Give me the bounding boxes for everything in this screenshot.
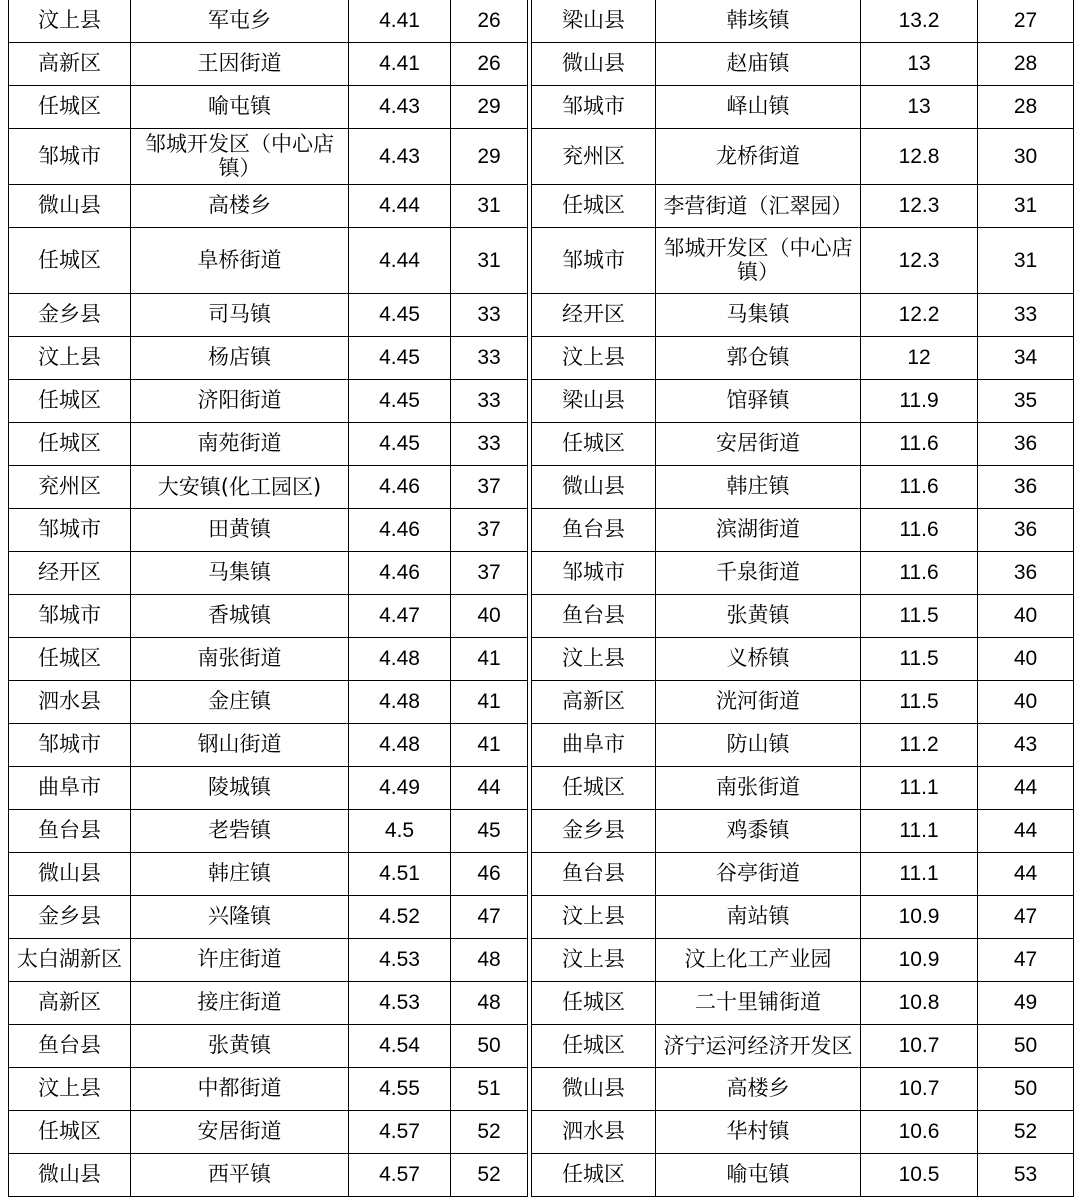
town-cell: 李营街道（汇翠园） bbox=[656, 184, 861, 227]
table-row bbox=[532, 227, 1074, 293]
rank-cell: 50 bbox=[978, 1067, 1074, 1110]
table-row bbox=[9, 852, 528, 895]
rank-cell: 34 bbox=[978, 336, 1074, 379]
value-cell: 11.5 bbox=[861, 680, 978, 723]
rank-cell: 46 bbox=[451, 852, 528, 895]
district-cell: 兖州区 bbox=[532, 128, 656, 184]
value-cell: 4.57 bbox=[349, 1110, 451, 1153]
rank-cell: 41 bbox=[451, 680, 528, 723]
town-cell: 马集镇 bbox=[131, 551, 349, 594]
table-row bbox=[532, 766, 1074, 809]
town-cell: 郭仓镇 bbox=[656, 336, 861, 379]
town-cell: 老砦镇 bbox=[131, 809, 349, 852]
table-row bbox=[9, 1110, 528, 1153]
rank-cell: 36 bbox=[978, 551, 1074, 594]
district-cell: 鱼台县 bbox=[532, 508, 656, 551]
district-cell: 鱼台县 bbox=[532, 594, 656, 637]
town-cell: 邹城开发区（中心店镇） bbox=[656, 227, 861, 293]
town-cell: 济宁运河经济开发区 bbox=[656, 1024, 861, 1067]
value-cell: 4.52 bbox=[349, 895, 451, 938]
rank-cell: 40 bbox=[978, 637, 1074, 680]
value-cell: 12.2 bbox=[861, 293, 978, 336]
table-row bbox=[9, 637, 528, 680]
district-cell: 金乡县 bbox=[9, 293, 131, 336]
district-cell: 微山县 bbox=[532, 42, 656, 85]
town-cell: 千泉街道 bbox=[656, 551, 861, 594]
rank-cell: 29 bbox=[451, 128, 528, 184]
value-cell: 11.1 bbox=[861, 852, 978, 895]
value-cell: 11.6 bbox=[861, 465, 978, 508]
table-row bbox=[9, 227, 528, 293]
table-row bbox=[9, 723, 528, 766]
table-row bbox=[9, 895, 528, 938]
district-cell: 任城区 bbox=[532, 422, 656, 465]
town-cell: 杨店镇 bbox=[131, 336, 349, 379]
district-cell: 微山县 bbox=[9, 1153, 131, 1196]
value-cell: 11.6 bbox=[861, 551, 978, 594]
value-cell: 11.6 bbox=[861, 508, 978, 551]
town-cell: 王因街道 bbox=[131, 42, 349, 85]
value-cell: 12.3 bbox=[861, 227, 978, 293]
value-cell: 4.48 bbox=[349, 680, 451, 723]
town-cell: 钢山街道 bbox=[131, 723, 349, 766]
value-cell: 10.9 bbox=[861, 895, 978, 938]
town-cell: 中都街道 bbox=[131, 1067, 349, 1110]
table-row bbox=[9, 85, 528, 128]
district-cell: 高新区 bbox=[9, 42, 131, 85]
rank-cell: 33 bbox=[451, 379, 528, 422]
district-cell: 汶上县 bbox=[532, 895, 656, 938]
rank-cell: 26 bbox=[451, 42, 528, 85]
district-cell: 鱼台县 bbox=[9, 809, 131, 852]
district-cell: 泗水县 bbox=[9, 680, 131, 723]
value-cell: 4.46 bbox=[349, 465, 451, 508]
table-row bbox=[9, 680, 528, 723]
district-cell: 任城区 bbox=[532, 766, 656, 809]
town-cell: 南张街道 bbox=[131, 637, 349, 680]
town-cell: 峄山镇 bbox=[656, 85, 861, 128]
district-cell: 高新区 bbox=[532, 680, 656, 723]
value-cell: 4.55 bbox=[349, 1067, 451, 1110]
rank-cell: 40 bbox=[978, 680, 1074, 723]
town-cell: 鸡黍镇 bbox=[656, 809, 861, 852]
table-row bbox=[532, 594, 1074, 637]
rank-cell: 30 bbox=[978, 128, 1074, 184]
town-cell: 汶上化工产业园 bbox=[656, 938, 861, 981]
value-cell: 12 bbox=[861, 336, 978, 379]
table-row bbox=[9, 1024, 528, 1067]
value-cell: 13 bbox=[861, 42, 978, 85]
table-row bbox=[9, 594, 528, 637]
value-cell: 4.49 bbox=[349, 766, 451, 809]
town-cell: 张黄镇 bbox=[656, 594, 861, 637]
rank-cell: 52 bbox=[451, 1153, 528, 1196]
town-cell: 马集镇 bbox=[656, 293, 861, 336]
value-cell: 10.7 bbox=[861, 1067, 978, 1110]
rank-cell: 37 bbox=[451, 465, 528, 508]
district-cell: 汶上县 bbox=[9, 1067, 131, 1110]
district-cell: 汶上县 bbox=[532, 336, 656, 379]
town-cell: 安居街道 bbox=[131, 1110, 349, 1153]
rank-cell: 52 bbox=[978, 1110, 1074, 1153]
value-cell: 12.3 bbox=[861, 184, 978, 227]
town-cell: 司马镇 bbox=[131, 293, 349, 336]
town-cell: 防山镇 bbox=[656, 723, 861, 766]
town-cell: 龙桥街道 bbox=[656, 128, 861, 184]
rank-cell: 50 bbox=[451, 1024, 528, 1067]
table-row bbox=[532, 1067, 1074, 1110]
table-row bbox=[532, 184, 1074, 227]
table-row bbox=[532, 852, 1074, 895]
town-cell: 洸河街道 bbox=[656, 680, 861, 723]
district-cell: 汶上县 bbox=[9, 0, 131, 42]
table-row bbox=[9, 184, 528, 227]
table-row bbox=[532, 0, 1074, 42]
district-cell: 微山县 bbox=[9, 852, 131, 895]
town-cell: 张黄镇 bbox=[131, 1024, 349, 1067]
town-cell: 军屯乡 bbox=[131, 0, 349, 42]
district-cell: 任城区 bbox=[532, 1024, 656, 1067]
town-cell: 兴隆镇 bbox=[131, 895, 349, 938]
left-ranking-table bbox=[8, 0, 528, 1197]
table-row bbox=[9, 293, 528, 336]
rank-cell: 43 bbox=[978, 723, 1074, 766]
table-row bbox=[532, 508, 1074, 551]
district-cell: 金乡县 bbox=[9, 895, 131, 938]
rank-cell: 50 bbox=[978, 1024, 1074, 1067]
table-row bbox=[532, 465, 1074, 508]
table-row bbox=[9, 938, 528, 981]
value-cell: 10.5 bbox=[861, 1153, 978, 1196]
rank-cell: 44 bbox=[451, 766, 528, 809]
district-cell: 梁山县 bbox=[532, 379, 656, 422]
town-cell: 邹城开发区（中心店镇） bbox=[131, 128, 349, 184]
table-row bbox=[532, 551, 1074, 594]
table-row bbox=[532, 895, 1074, 938]
table-row bbox=[9, 422, 528, 465]
value-cell: 4.41 bbox=[349, 42, 451, 85]
district-cell: 高新区 bbox=[9, 981, 131, 1024]
town-cell: 喻屯镇 bbox=[656, 1153, 861, 1196]
value-cell: 4.54 bbox=[349, 1024, 451, 1067]
town-cell: 义桥镇 bbox=[656, 637, 861, 680]
value-cell: 4.57 bbox=[349, 1153, 451, 1196]
town-cell: 接庄街道 bbox=[131, 981, 349, 1024]
value-cell: 10.9 bbox=[861, 938, 978, 981]
rank-cell: 31 bbox=[978, 227, 1074, 293]
district-cell: 邹城市 bbox=[9, 594, 131, 637]
town-cell: 香城镇 bbox=[131, 594, 349, 637]
rank-cell: 31 bbox=[978, 184, 1074, 227]
town-cell: 西平镇 bbox=[131, 1153, 349, 1196]
rank-cell: 40 bbox=[451, 594, 528, 637]
value-cell: 4.48 bbox=[349, 723, 451, 766]
rank-cell: 33 bbox=[978, 293, 1074, 336]
district-cell: 任城区 bbox=[532, 1153, 656, 1196]
town-cell: 喻屯镇 bbox=[131, 85, 349, 128]
value-cell: 4.51 bbox=[349, 852, 451, 895]
district-cell: 曲阜市 bbox=[9, 766, 131, 809]
value-cell: 4.46 bbox=[349, 508, 451, 551]
value-cell: 4.53 bbox=[349, 981, 451, 1024]
table-row bbox=[9, 128, 528, 184]
table-row bbox=[532, 1153, 1074, 1196]
table-row bbox=[532, 680, 1074, 723]
district-cell: 任城区 bbox=[9, 227, 131, 293]
table-row bbox=[532, 637, 1074, 680]
rank-cell: 44 bbox=[978, 766, 1074, 809]
district-cell: 经开区 bbox=[9, 551, 131, 594]
value-cell: 4.43 bbox=[349, 85, 451, 128]
value-cell: 4.41 bbox=[349, 0, 451, 42]
value-cell: 10.6 bbox=[861, 1110, 978, 1153]
district-cell: 微山县 bbox=[532, 465, 656, 508]
town-cell: 韩垓镇 bbox=[656, 0, 861, 42]
rank-cell: 37 bbox=[451, 508, 528, 551]
rank-cell: 48 bbox=[451, 981, 528, 1024]
rank-cell: 47 bbox=[451, 895, 528, 938]
value-cell: 11.6 bbox=[861, 422, 978, 465]
district-cell: 太白湖新区 bbox=[9, 938, 131, 981]
town-cell: 阜桥街道 bbox=[131, 227, 349, 293]
town-cell: 南张街道 bbox=[656, 766, 861, 809]
table-row bbox=[9, 981, 528, 1024]
table-row bbox=[532, 1024, 1074, 1067]
district-cell: 汶上县 bbox=[9, 336, 131, 379]
district-cell: 邹城市 bbox=[532, 551, 656, 594]
district-cell: 金乡县 bbox=[532, 809, 656, 852]
rank-cell: 36 bbox=[978, 422, 1074, 465]
rank-cell: 41 bbox=[451, 637, 528, 680]
district-cell: 兖州区 bbox=[9, 465, 131, 508]
value-cell: 11.5 bbox=[861, 637, 978, 680]
rank-cell: 27 bbox=[978, 0, 1074, 42]
rank-cell: 29 bbox=[451, 85, 528, 128]
district-cell: 梁山县 bbox=[532, 0, 656, 42]
rank-cell: 40 bbox=[978, 594, 1074, 637]
table-row bbox=[9, 766, 528, 809]
rank-cell: 51 bbox=[451, 1067, 528, 1110]
table-row bbox=[532, 85, 1074, 128]
rank-cell: 49 bbox=[978, 981, 1074, 1024]
town-cell: 赵庙镇 bbox=[656, 42, 861, 85]
rank-cell: 52 bbox=[451, 1110, 528, 1153]
rank-cell: 28 bbox=[978, 85, 1074, 128]
district-cell: 邹城市 bbox=[9, 128, 131, 184]
district-cell: 任城区 bbox=[9, 379, 131, 422]
rank-cell: 53 bbox=[978, 1153, 1074, 1196]
town-cell: 韩庄镇 bbox=[131, 852, 349, 895]
table-row bbox=[532, 379, 1074, 422]
rank-cell: 28 bbox=[978, 42, 1074, 85]
rank-cell: 44 bbox=[978, 809, 1074, 852]
table-row bbox=[9, 379, 528, 422]
rank-cell: 36 bbox=[978, 465, 1074, 508]
table-row bbox=[9, 551, 528, 594]
district-cell: 汶上县 bbox=[532, 637, 656, 680]
town-cell: 陵城镇 bbox=[131, 766, 349, 809]
table-row bbox=[9, 336, 528, 379]
rank-cell: 37 bbox=[451, 551, 528, 594]
rank-cell: 31 bbox=[451, 227, 528, 293]
town-cell: 许庄街道 bbox=[131, 938, 349, 981]
value-cell: 4.47 bbox=[349, 594, 451, 637]
table-row bbox=[9, 0, 528, 42]
town-cell: 馆驿镇 bbox=[656, 379, 861, 422]
town-cell: 二十里铺街道 bbox=[656, 981, 861, 1024]
table-row bbox=[532, 809, 1074, 852]
value-cell: 4.43 bbox=[349, 128, 451, 184]
table-row bbox=[9, 465, 528, 508]
value-cell: 4.45 bbox=[349, 293, 451, 336]
rank-cell: 44 bbox=[978, 852, 1074, 895]
district-cell: 任城区 bbox=[9, 422, 131, 465]
table-row bbox=[532, 42, 1074, 85]
town-cell: 滨湖街道 bbox=[656, 508, 861, 551]
table-row bbox=[532, 293, 1074, 336]
rank-cell: 31 bbox=[451, 184, 528, 227]
district-cell: 邹城市 bbox=[9, 508, 131, 551]
rank-cell: 35 bbox=[978, 379, 1074, 422]
rank-cell: 47 bbox=[978, 895, 1074, 938]
right-ranking-table bbox=[531, 0, 1074, 1197]
district-cell: 邹城市 bbox=[532, 85, 656, 128]
town-cell: 高楼乡 bbox=[131, 184, 349, 227]
value-cell: 4.5 bbox=[349, 809, 451, 852]
rank-cell: 33 bbox=[451, 336, 528, 379]
district-cell: 汶上县 bbox=[532, 938, 656, 981]
rank-cell: 45 bbox=[451, 809, 528, 852]
district-cell: 经开区 bbox=[532, 293, 656, 336]
district-cell: 邹城市 bbox=[9, 723, 131, 766]
district-cell: 任城区 bbox=[9, 85, 131, 128]
table-row bbox=[532, 336, 1074, 379]
district-cell: 邹城市 bbox=[532, 227, 656, 293]
district-cell: 任城区 bbox=[9, 1110, 131, 1153]
town-cell: 高楼乡 bbox=[656, 1067, 861, 1110]
district-cell: 任城区 bbox=[532, 981, 656, 1024]
rank-cell: 33 bbox=[451, 293, 528, 336]
town-cell: 谷亭街道 bbox=[656, 852, 861, 895]
town-cell: 南苑街道 bbox=[131, 422, 349, 465]
value-cell: 11.9 bbox=[861, 379, 978, 422]
value-cell: 12.8 bbox=[861, 128, 978, 184]
district-cell: 微山县 bbox=[532, 1067, 656, 1110]
value-cell: 4.44 bbox=[349, 227, 451, 293]
town-cell: 华村镇 bbox=[656, 1110, 861, 1153]
district-cell: 泗水县 bbox=[532, 1110, 656, 1153]
value-cell: 11.1 bbox=[861, 809, 978, 852]
value-cell: 10.7 bbox=[861, 1024, 978, 1067]
value-cell: 4.48 bbox=[349, 637, 451, 680]
town-cell: 安居街道 bbox=[656, 422, 861, 465]
left-table-body bbox=[9, 0, 528, 1196]
value-cell: 4.45 bbox=[349, 336, 451, 379]
town-cell: 济阳街道 bbox=[131, 379, 349, 422]
table-row bbox=[9, 809, 528, 852]
table-row bbox=[532, 422, 1074, 465]
town-cell: 韩庄镇 bbox=[656, 465, 861, 508]
rank-cell: 48 bbox=[451, 938, 528, 981]
value-cell: 11.5 bbox=[861, 594, 978, 637]
town-cell: 金庄镇 bbox=[131, 680, 349, 723]
town-cell: 南站镇 bbox=[656, 895, 861, 938]
value-cell: 11.2 bbox=[861, 723, 978, 766]
value-cell: 4.53 bbox=[349, 938, 451, 981]
town-cell: 大安镇(化工园区) bbox=[131, 465, 349, 508]
value-cell: 13 bbox=[861, 85, 978, 128]
rank-cell: 41 bbox=[451, 723, 528, 766]
district-cell: 曲阜市 bbox=[532, 723, 656, 766]
value-cell: 4.45 bbox=[349, 379, 451, 422]
table-row bbox=[532, 128, 1074, 184]
value-cell: 10.8 bbox=[861, 981, 978, 1024]
right-table-body bbox=[532, 0, 1074, 1196]
table-row bbox=[532, 981, 1074, 1024]
district-cell: 鱼台县 bbox=[532, 852, 656, 895]
table-row bbox=[9, 508, 528, 551]
town-cell: 田黄镇 bbox=[131, 508, 349, 551]
district-cell: 鱼台县 bbox=[9, 1024, 131, 1067]
value-cell: 4.45 bbox=[349, 422, 451, 465]
table-row bbox=[532, 1110, 1074, 1153]
table-row bbox=[9, 42, 528, 85]
table-row bbox=[532, 723, 1074, 766]
rank-cell: 33 bbox=[451, 422, 528, 465]
value-cell: 11.1 bbox=[861, 766, 978, 809]
table-row bbox=[532, 938, 1074, 981]
table-row bbox=[9, 1067, 528, 1110]
rank-cell: 36 bbox=[978, 508, 1074, 551]
rank-cell: 47 bbox=[978, 938, 1074, 981]
table-row bbox=[9, 1153, 528, 1196]
rank-cell: 26 bbox=[451, 0, 528, 42]
value-cell: 4.44 bbox=[349, 184, 451, 227]
value-cell: 13.2 bbox=[861, 0, 978, 42]
district-cell: 微山县 bbox=[9, 184, 131, 227]
district-cell: 任城区 bbox=[532, 184, 656, 227]
value-cell: 4.46 bbox=[349, 551, 451, 594]
district-cell: 任城区 bbox=[9, 637, 131, 680]
